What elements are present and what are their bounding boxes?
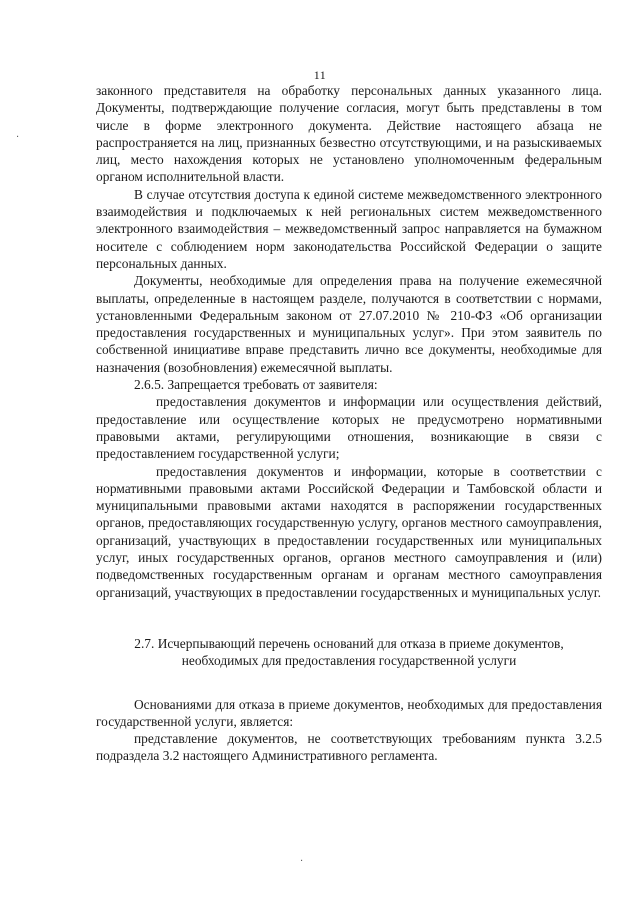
paragraph-prohibition-1: предоставления документов и информации или осуществления действий, предоставление или осуществление которых не предусмотрено нормативными правовыми актами, регулирующими отношения, возникающие в связи с предоставлением государственной услуги; <box>96 394 602 462</box>
paragraph-no-access: В случае отсутствия доступа к единой системе межведомственного электронного взаимодействия и подключаемых к ней региональных систем межведомственного электронного взаимодействия – межведомственный запрос направляется на бумажном носителе с соблюдением норм законодательства Российской Федерации о защите персональных данных. <box>96 186 602 271</box>
section-heading-2-7 <box>96 635 602 670</box>
paragraph-ground-item: представление документов, не соответствующих требованиям пункта 3.2.5 подраздела 3.2 настоящего Административного регламента. <box>96 731 602 764</box>
section-heading-line-2: необходимых для предоставления государственной услуги <box>181 653 517 669</box>
scan-dot: · <box>16 132 20 143</box>
scan-dot: · <box>300 856 304 867</box>
paragraph-consent: законного представителя на обработку персональных данных указанного лица. Документы, подтверждающие получение согласия, могут быть представлены в том числе в форме электронного документа. Действие настоящего абзаца не распространяется на лиц, признанных безвестно отсутствующими, и на разыскиваемых лиц, место нахождения которых не установлено уполномоченным федеральным органом исполнительной власти. <box>96 83 602 185</box>
paragraph-2-6-5: 2.6.5. Запрещается требовать от заявителя: <box>134 377 378 393</box>
paragraph-documents: Документы, необходимые для определения права на получение ежемесячной выплаты, определенные в настоящем разделе, получаются в соответствии с нормами, установленными Федеральным законом от 27.07.2010 № 210-ФЗ «Об организации предоставления государственных и муниципальных услуг». При этом заявитель по собственной инициативе вправе представить лично все документы, необходимые для назначения (возобновления) ежемесячной выплаты. <box>96 273 602 375</box>
paragraph-prohibition-2: предоставления документов и информации, которые в соответствии с нормативными правовыми актами Российской Федерации и Тамбовской области и муниципальными правовыми актами находятся в распоряжении государственных органов, предоставляющих государственную услугу, органов местного самоуправления, организаций, участвующих в предоставлении государственных или муниципальных услуг, иных государственных органов, органов местного самоуправления и (или) подведомственных государственным органам и органам местного самоуправления организаций, участвующих в предоставлении государственных и муниципальных услуг. <box>96 463 602 600</box>
document-body <box>96 82 602 765</box>
paragraph-grounds: Основаниями для отказа в приеме документов, необходимых для предоставления государственной услуги, является: <box>96 696 602 729</box>
section-heading-line-1: 2.7. Исчерпывающий перечень оснований для отказа в приеме документов, <box>134 635 564 651</box>
page-number: 11 <box>313 68 327 82</box>
